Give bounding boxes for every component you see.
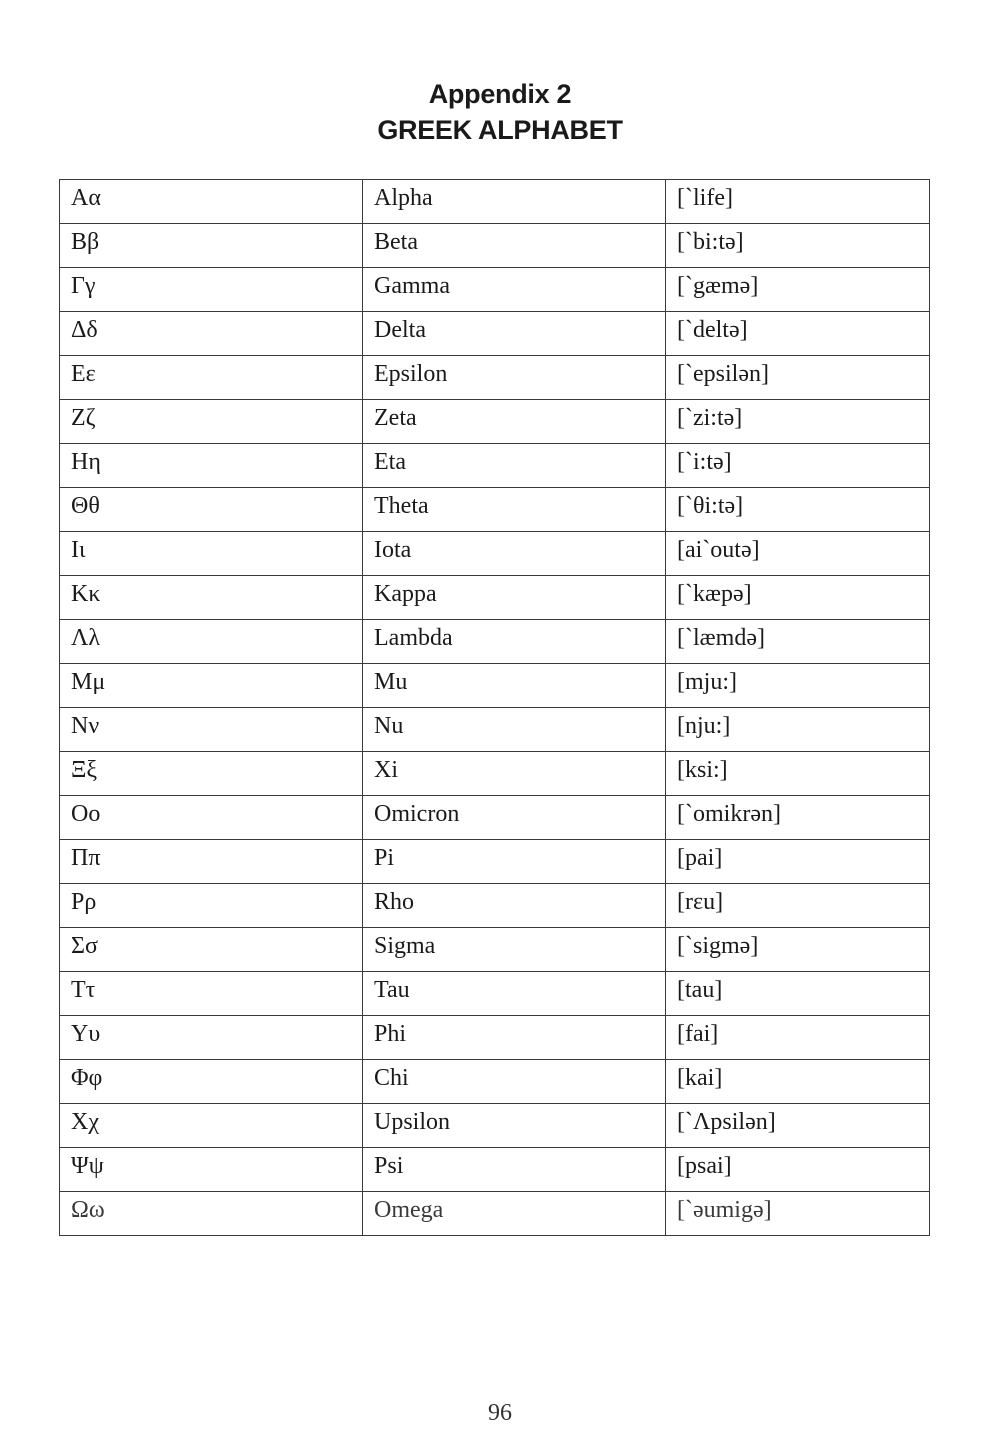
table-row [60,576,930,620]
table-row [60,532,930,576]
name-cell: Lambda [363,620,666,664]
name-cell: Omicron [363,796,666,840]
pronunciation-cell: [ai`outə] [666,532,930,576]
name-cell: Upsilon [363,1104,666,1148]
letter-cell: Κκ [60,576,363,620]
table-row [60,1148,930,1192]
table-row [60,224,930,268]
name-cell: Chi [363,1060,666,1104]
pronunciation-cell: [mju:] [666,664,930,708]
table-row [60,620,930,664]
letter-cell: Ρρ [60,884,363,928]
pronunciation-cell: [`deltə] [666,312,930,356]
pronunciation-cell: [`bi:tə] [666,224,930,268]
name-cell: Nu [363,708,666,752]
table-row [60,444,930,488]
pronunciation-cell: [kai] [666,1060,930,1104]
name-cell: Mu [363,664,666,708]
greek-alphabet-table [59,179,930,1236]
pronunciation-cell: [`omikrən] [666,796,930,840]
letter-cell: Ιι [60,532,363,576]
name-cell: Theta [363,488,666,532]
pronunciation-cell: [`gæmə] [666,268,930,312]
name-cell: Tau [363,972,666,1016]
section-title: GREEK ALPHABET [377,115,623,145]
pronunciation-cell: [`i:tə] [666,444,930,488]
letter-cell: Ζζ [60,400,363,444]
appendix-label: Appendix 2 [428,79,572,109]
table-row [60,488,930,532]
pronunciation-cell: [`zi:tə] [666,400,930,444]
letter-cell: Ψψ [60,1148,363,1192]
letter-cell: Ηη [60,444,363,488]
table-row [60,1016,930,1060]
pronunciation-cell: [`læmdə] [666,620,930,664]
name-cell: Sigma [363,928,666,972]
table-row [60,840,930,884]
letter-cell: Οο [60,796,363,840]
table-row [60,972,930,1016]
name-cell: Alpha [363,180,666,224]
table-row [60,884,930,928]
letter-cell: Μμ [60,664,363,708]
letter-cell: Γγ [60,268,363,312]
letter-cell: Ττ [60,972,363,1016]
letter-cell: Αα [60,180,363,224]
name-cell: Rho [363,884,666,928]
table-row [60,928,930,972]
pronunciation-cell: [`θi:tə] [666,488,930,532]
table-row [60,312,930,356]
name-cell: Omega [363,1192,666,1236]
letter-cell: Φφ [60,1060,363,1104]
table-row [60,268,930,312]
pronunciation-cell: [`sigmə] [666,928,930,972]
name-cell: Xi [363,752,666,796]
pronunciation-cell: [psai] [666,1148,930,1192]
table-row [60,664,930,708]
pronunciation-cell: [tau] [666,972,930,1016]
name-cell: Psi [363,1148,666,1192]
letter-cell: Υυ [60,1016,363,1060]
table-row [60,180,930,224]
name-cell: Gamma [363,268,666,312]
name-cell: Pi [363,840,666,884]
page-title [0,76,1000,148]
pronunciation-cell: [`kæpə] [666,576,930,620]
pronunciation-cell: [ksi:] [666,752,930,796]
letter-cell: Ξξ [60,752,363,796]
letter-cell: Λλ [60,620,363,664]
pronunciation-cell: [`epsilən] [666,356,930,400]
name-cell: Eta [363,444,666,488]
name-cell: Zeta [363,400,666,444]
pronunciation-cell: [pai] [666,840,930,884]
page-number: 96 [488,1400,512,1426]
letter-cell: Σσ [60,928,363,972]
table-row [60,752,930,796]
pronunciation-cell: [fai] [666,1016,930,1060]
name-cell: Beta [363,224,666,268]
pronunciation-cell: [`life] [666,180,930,224]
table-row [60,1192,930,1236]
letter-cell: Χχ [60,1104,363,1148]
table-row [60,1104,930,1148]
name-cell: Iota [363,532,666,576]
name-cell: Epsilon [363,356,666,400]
table-row [60,1060,930,1104]
letter-cell: Ββ [60,224,363,268]
pronunciation-cell: [`əumigə] [666,1192,930,1236]
letter-cell: Ωω [60,1192,363,1236]
letter-cell: Δδ [60,312,363,356]
letter-cell: Ππ [60,840,363,884]
name-cell: Phi [363,1016,666,1060]
pronunciation-cell: [nju:] [666,708,930,752]
table-row [60,356,930,400]
letter-cell: Νν [60,708,363,752]
pronunciation-cell: [rεu] [666,884,930,928]
name-cell: Kappa [363,576,666,620]
letter-cell: Θθ [60,488,363,532]
pronunciation-cell: [`Λpsilən] [666,1104,930,1148]
table-row [60,796,930,840]
table-row [60,400,930,444]
table-row [60,708,930,752]
name-cell: Delta [363,312,666,356]
letter-cell: Εε [60,356,363,400]
